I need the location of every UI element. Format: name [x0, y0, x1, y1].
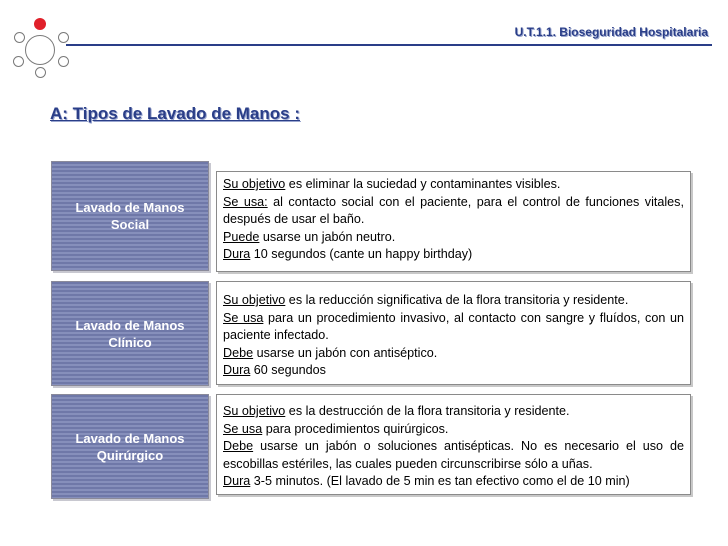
- text-key: Su objetivo: [223, 177, 286, 191]
- text-key: Dura: [223, 247, 251, 261]
- text-value: 3-5 minutos. (El lavado de 5 min es tan efectivo como el de 10 min): [250, 474, 630, 488]
- text-box-quirurgico: [216, 394, 691, 495]
- text-line: [223, 421, 684, 439]
- logo-small-circle: [58, 32, 69, 43]
- logo-center-circle: [25, 35, 55, 65]
- label-line: Social: [110, 217, 150, 232]
- text-line: [223, 246, 684, 264]
- text-line: [223, 310, 684, 345]
- text-line: [223, 176, 684, 194]
- text-line: [223, 194, 684, 229]
- text-key: Puede: [223, 229, 260, 244]
- circles-logo-icon: [10, 18, 78, 80]
- text-value: es eliminar la suciedad y contaminantes visibles.: [285, 177, 561, 191]
- label-lavado-social: [51, 161, 209, 271]
- logo-small-circle: [58, 56, 69, 67]
- text-value: usarse un jabón con antiséptico.: [253, 345, 438, 360]
- text-box-clinico: [216, 281, 691, 385]
- header-rule: [66, 44, 712, 46]
- label-line: Lavado de Manos: [75, 200, 185, 215]
- text-key: Dura: [223, 363, 251, 377]
- text-key: Su objetivo: [223, 293, 286, 307]
- text-value: es la reducción significativa de la flora transitoria y residente.: [285, 293, 629, 307]
- text-value: 60 segundos: [250, 363, 326, 377]
- text-key: Se usa:: [223, 194, 268, 209]
- text-key: Debe: [223, 439, 254, 453]
- text-key: Debe: [223, 345, 254, 360]
- text-key: Se usa: [223, 421, 263, 436]
- logo-small-circle: [35, 67, 46, 78]
- slide-title: A: Tipos de Lavado de Manos :: [50, 104, 300, 123]
- text-value: usarse un jabón neutro.: [259, 229, 396, 244]
- text-key: Dura: [223, 474, 251, 488]
- text-key: Su objetivo: [223, 404, 286, 418]
- label-line: Lavado de Manos: [75, 430, 185, 446]
- text-line: [223, 362, 684, 380]
- text-key: Se usa: [223, 310, 264, 325]
- text-box-social: [216, 171, 691, 272]
- text-line: [223, 345, 684, 363]
- label-line: Lavado de Manos: [75, 317, 185, 333]
- logo-red-dot: [34, 18, 46, 30]
- label-line: Quirúrgico: [96, 447, 164, 463]
- label-lavado-quirurgico: [51, 394, 209, 499]
- text-value: al contacto social con el paciente, para el control de funciones vitales, después de usar el baño.: [223, 194, 684, 226]
- text-line: [223, 403, 684, 421]
- label-lavado-clinico: [51, 281, 209, 386]
- text-line: [223, 292, 684, 310]
- text-value: usarse un jabón o soluciones antisépticas. No es necesario el uso de escobillas estériles, las cuales pueden circunscribirse sólo a uñas.: [223, 439, 684, 471]
- label-line: Clínico: [108, 334, 152, 350]
- text-value: es la destrucción de la flora transitoria y residente.: [285, 404, 570, 418]
- text-line: [223, 473, 684, 491]
- logo-small-circle: [13, 56, 24, 67]
- logo-small-circle: [14, 32, 25, 43]
- text-value: 10 segundos (cante un happy birthday): [250, 247, 473, 261]
- text-line: [223, 438, 684, 473]
- header-title: U.T.1.1. Bioseguridad Hospitalaria: [514, 25, 708, 39]
- text-line: [223, 229, 684, 247]
- text-value: para un procedimiento invasivo, al contacto con sangre y fluídos, con un paciente infectado.: [223, 310, 684, 342]
- text-value: para procedimientos quirúrgicos.: [262, 421, 449, 436]
